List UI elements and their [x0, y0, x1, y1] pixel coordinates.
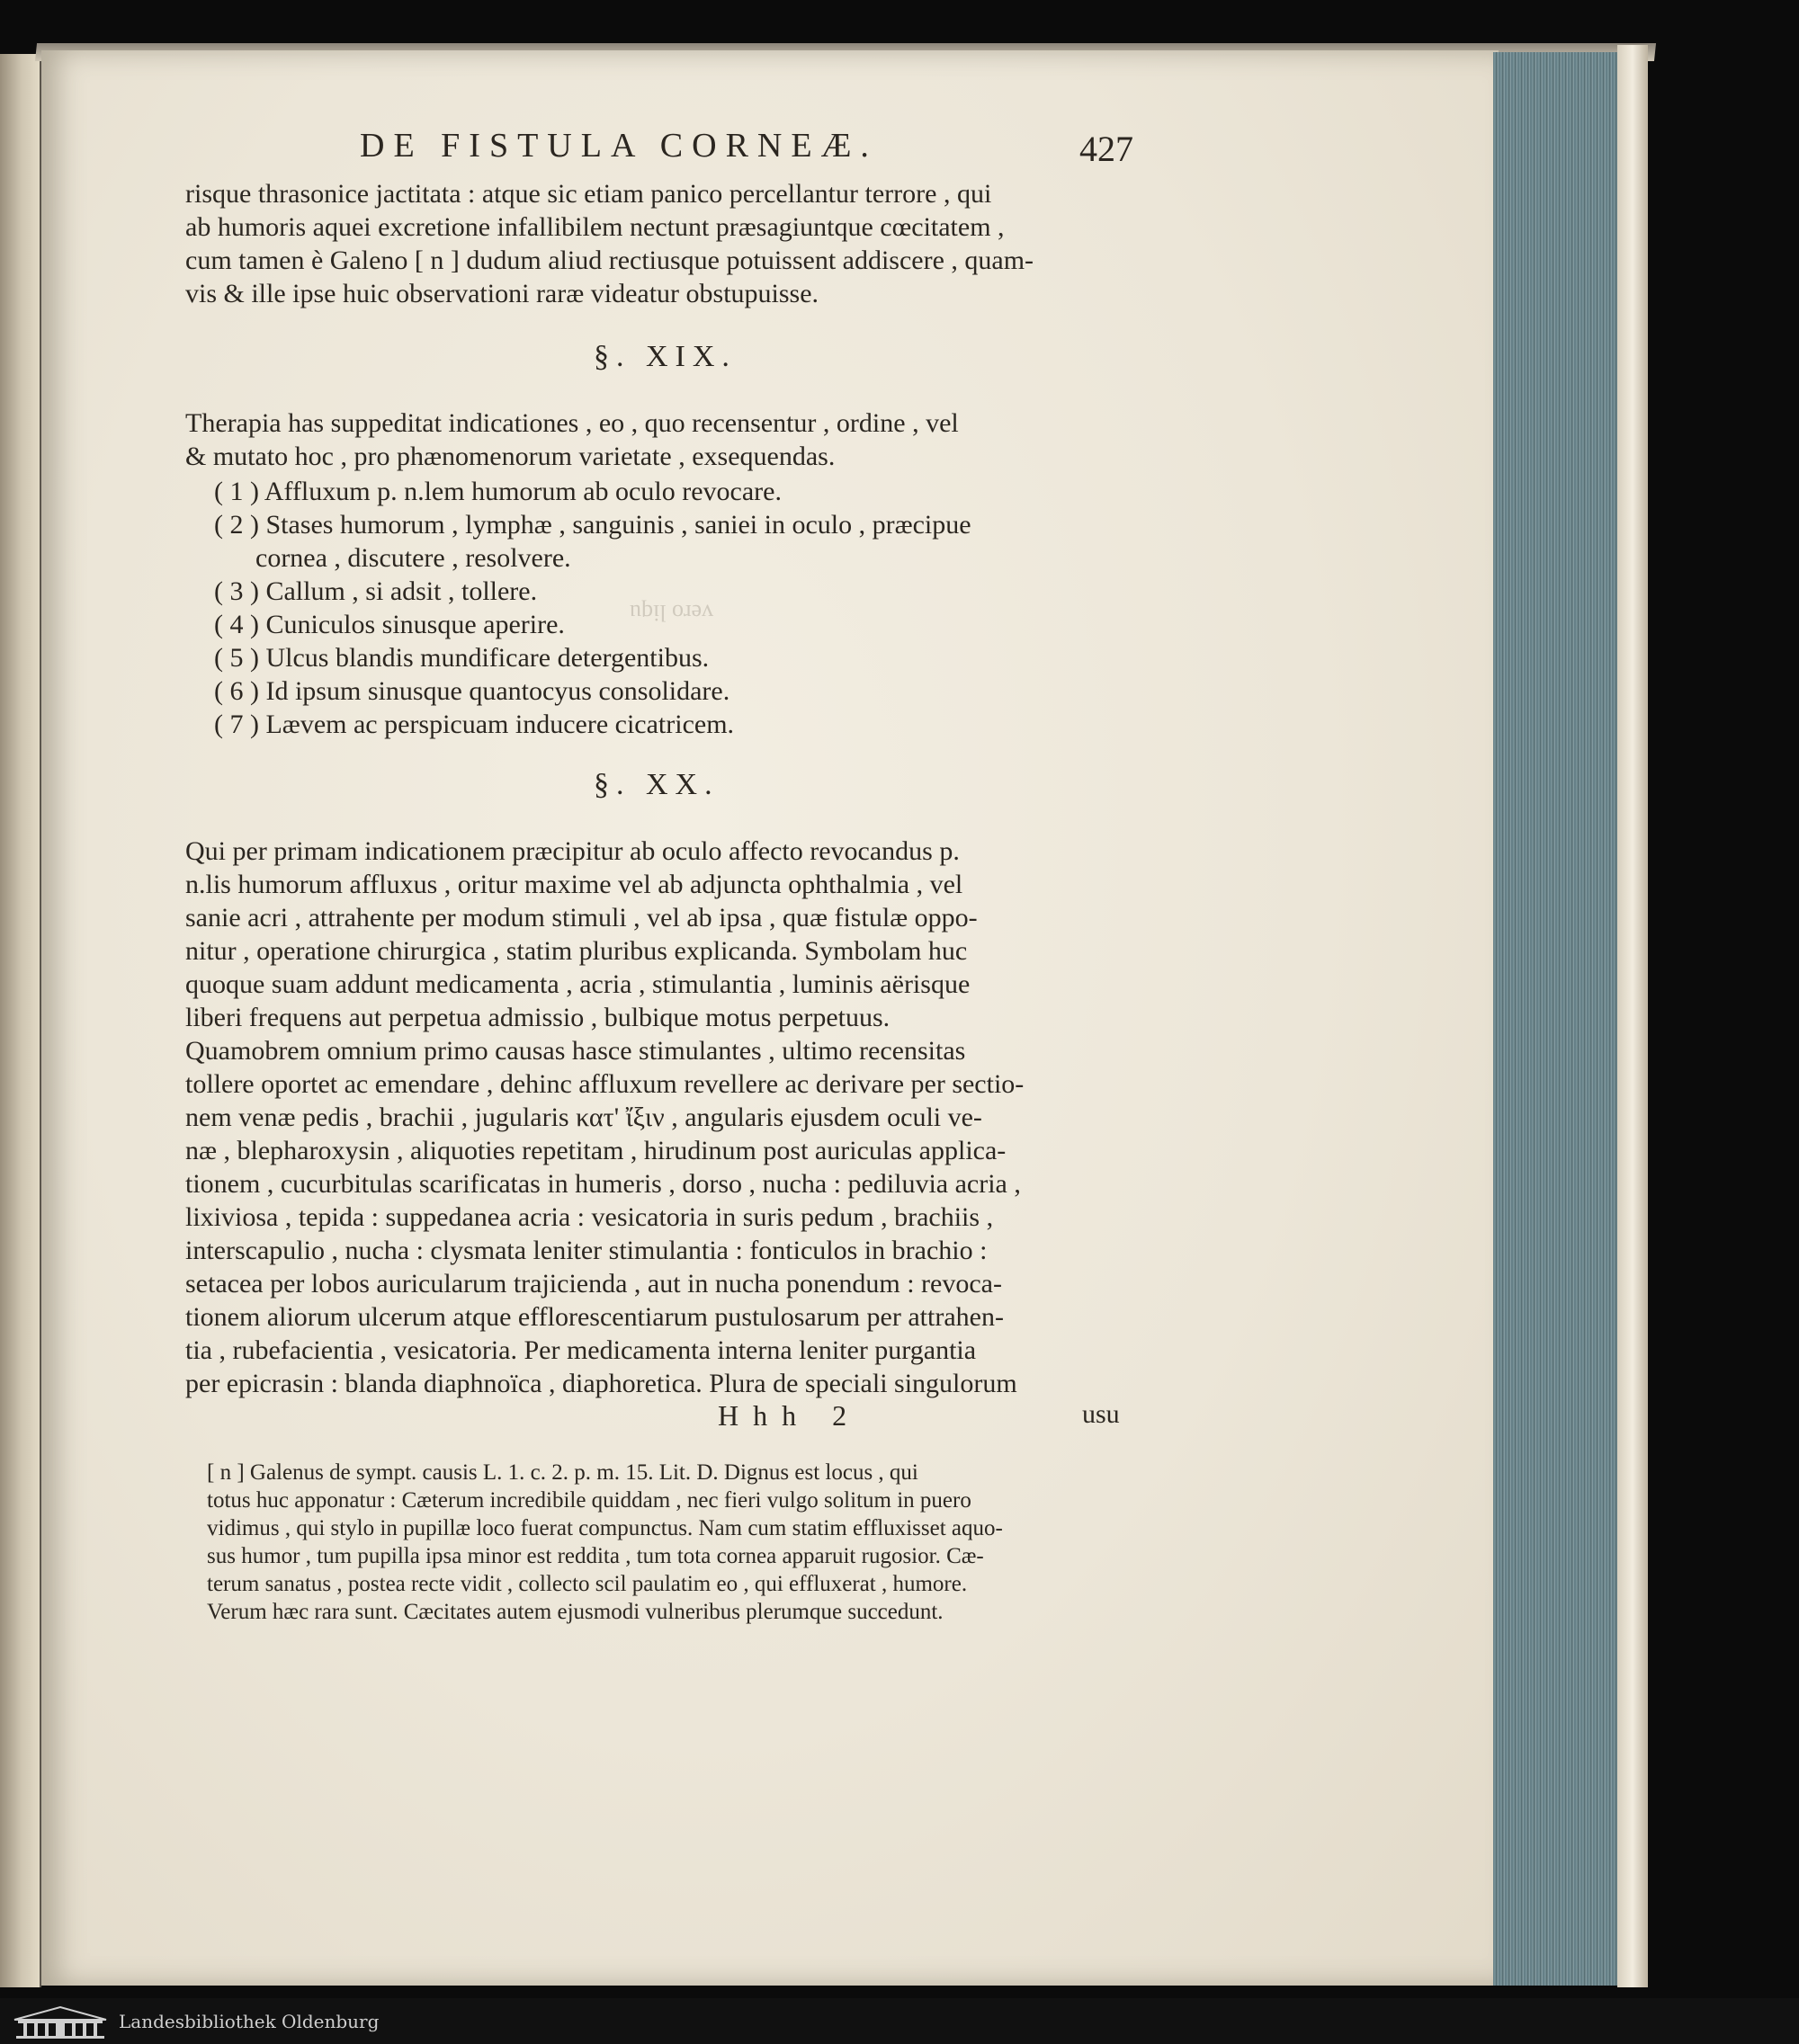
indication-paragraph	[185, 835, 1139, 1034]
left-page-edge	[0, 54, 41, 1987]
footnote-line: [ n ] Galenus de sympt. causis L. 1. c. 2. p. m. 15. Lit. D. Dignus est locus , qui	[207, 1460, 918, 1485]
list-item: ( 3 ) Callum , si adsit , tollere.	[214, 576, 538, 606]
footnote-line: sus humor , tum pupilla ipsa minor est reddita , tum tota cornea apparuit rugosior. Cæ-	[207, 1544, 984, 1568]
footnote-line: terum sanatus , postea recte vidit , collecto scil paulatim eo , qui effluxerat , humore.	[207, 1572, 968, 1596]
text-line: tionem , cucurbitulas scarificatas in humeris , dorso , nucha : pediluvia acria ,	[185, 1169, 1021, 1199]
library-name: Landesbibliothek Oldenburg	[119, 2010, 380, 2032]
text-line: liberi frequens aut perpetua admissio , bulbique motus perpetuus.	[185, 1003, 891, 1032]
text-line: risque thrasonice jactitata : atque sic etiam panico percellantur terrore , qui	[185, 179, 992, 209]
footnote	[207, 1459, 1142, 1626]
text-line: vis & ille ipse huic observationi raræ videatur obstupuisse.	[185, 279, 819, 308]
text-line: tollere oportet ac emendare , dehinc affluxum revellere ac derivare per sectio-	[185, 1069, 1025, 1099]
text-line: & mutato hoc , pro phænomenorum varietate , exsequendas.	[185, 442, 836, 471]
section-heading: §. XX.	[594, 768, 720, 801]
footnote-line: vidimus , qui stylo in pupillæ loco fuerat compunctus. Nam cum statim effluxisset aquo-	[207, 1516, 1003, 1540]
text-line: quoque suam addunt medicamenta , acria , stimulantia , luminis aërisque	[185, 969, 971, 999]
text-line: lixiviosa , tepida : suppedanea acria : vesicatoria in suris pedum , brachiis ,	[185, 1202, 994, 1232]
text-line: Qui per primam indicationem præcipitur ab oculo affecto revocandus p.	[185, 836, 960, 866]
text-line: næ , blepharoxysin , aliquoties repetitam , hirudinum post auriculas applica-	[185, 1136, 1007, 1165]
intro-paragraph	[185, 177, 1139, 310]
list-item: ( 4 ) Cuniculos sinusque aperire.	[214, 610, 565, 639]
viewer-footer	[0, 1998, 1799, 2044]
therapy-paragraph	[185, 406, 1139, 473]
list-item: ( 7 ) Lævem ac perspicuam inducere cicatricem.	[214, 710, 735, 739]
footnote-line: totus huc apponatur : Cæterum incredibile quiddam , nec fieri vulgo solitum in puero	[207, 1488, 971, 1513]
section-heading: §. XIX.	[594, 340, 737, 373]
text-line: interscapulio , nucha : clysmata leniter stimulantia : fonticulos in brachio :	[185, 1236, 988, 1265]
text-line: Therapia has suppeditat indicationes , eo , quo recensentur , ordine , vel	[185, 408, 959, 438]
footnote-line: Verum hæc rara sunt. Cæcitates autem ejusmodi vulneribus plerumque succedunt.	[207, 1600, 944, 1624]
text-line: nem venæ pedis , brachii , jugularis κατ' ἴξιν , angularis ejusdem oculi ve-	[185, 1102, 982, 1132]
text-line: tia , rubefacientia , vesicatoria. Per medicamenta interna leniter purgantia	[185, 1335, 977, 1365]
text-line: cum tamen è Galeno [ n ] dudum aliud rectiusque potuissent addiscere , quam-	[185, 245, 1034, 275]
list-item: ( 1 ) Affluxum p. n.lem humorum ab oculo revocare.	[214, 477, 782, 506]
text-line: sanie acri , attrahente per modum stimuli , vel ab ipsa , quæ fistulæ oppo-	[185, 903, 978, 933]
signature-mark: Hhh 2	[718, 1399, 862, 1432]
text-line: ab humoris aquei excretione infallibilem nectunt præsagiuntque cœcitatem ,	[185, 212, 1005, 242]
running-title: DE FISTULA CORNEÆ.	[360, 127, 878, 165]
text-line: nitur , operatione chirurgica , statim pluribus explicanda. Symbolam huc	[185, 936, 968, 966]
library-building-icon	[11, 2004, 110, 2040]
pencil-note: vero liqu	[630, 600, 714, 626]
list-item: ( 5 ) Ulcus blandis mundificare detergentibus.	[214, 643, 710, 673]
text-line: Quamobrem omnium primo causas hasce stimulantes , ultimo recensitas	[185, 1036, 966, 1066]
list-item: cornea , discutere , resolvere.	[255, 543, 571, 573]
book-cover-right	[1617, 45, 1648, 1987]
list-item: ( 6 ) Id ipsum sinusque quantocyus consolidare.	[214, 676, 730, 706]
page-block-edges	[1493, 52, 1619, 1986]
list-item: ( 2 ) Stases humorum , lymphæ , sanguinis , saniei in oculo , præcipue	[214, 510, 971, 540]
text-line: tionem aliorum ulcerum atque efflorescentiarum pustulosarum per attrahen-	[185, 1302, 1004, 1332]
text-line: setacea per lobos auricularum trajicienda , aut in nucha ponendum : revoca-	[185, 1269, 1002, 1299]
text-line: n.lis humorum affluxus , oritur maxime vel ab adjuncta ophthalmia , vel	[185, 870, 963, 899]
catchword: usu	[1082, 1399, 1120, 1429]
page-number: 427	[1079, 129, 1133, 169]
text-line: per epicrasin : blanda diaphnoïca , diaphoretica. Plura de speciali singulorum	[185, 1369, 1017, 1398]
treatment-paragraph	[185, 1034, 1139, 1400]
